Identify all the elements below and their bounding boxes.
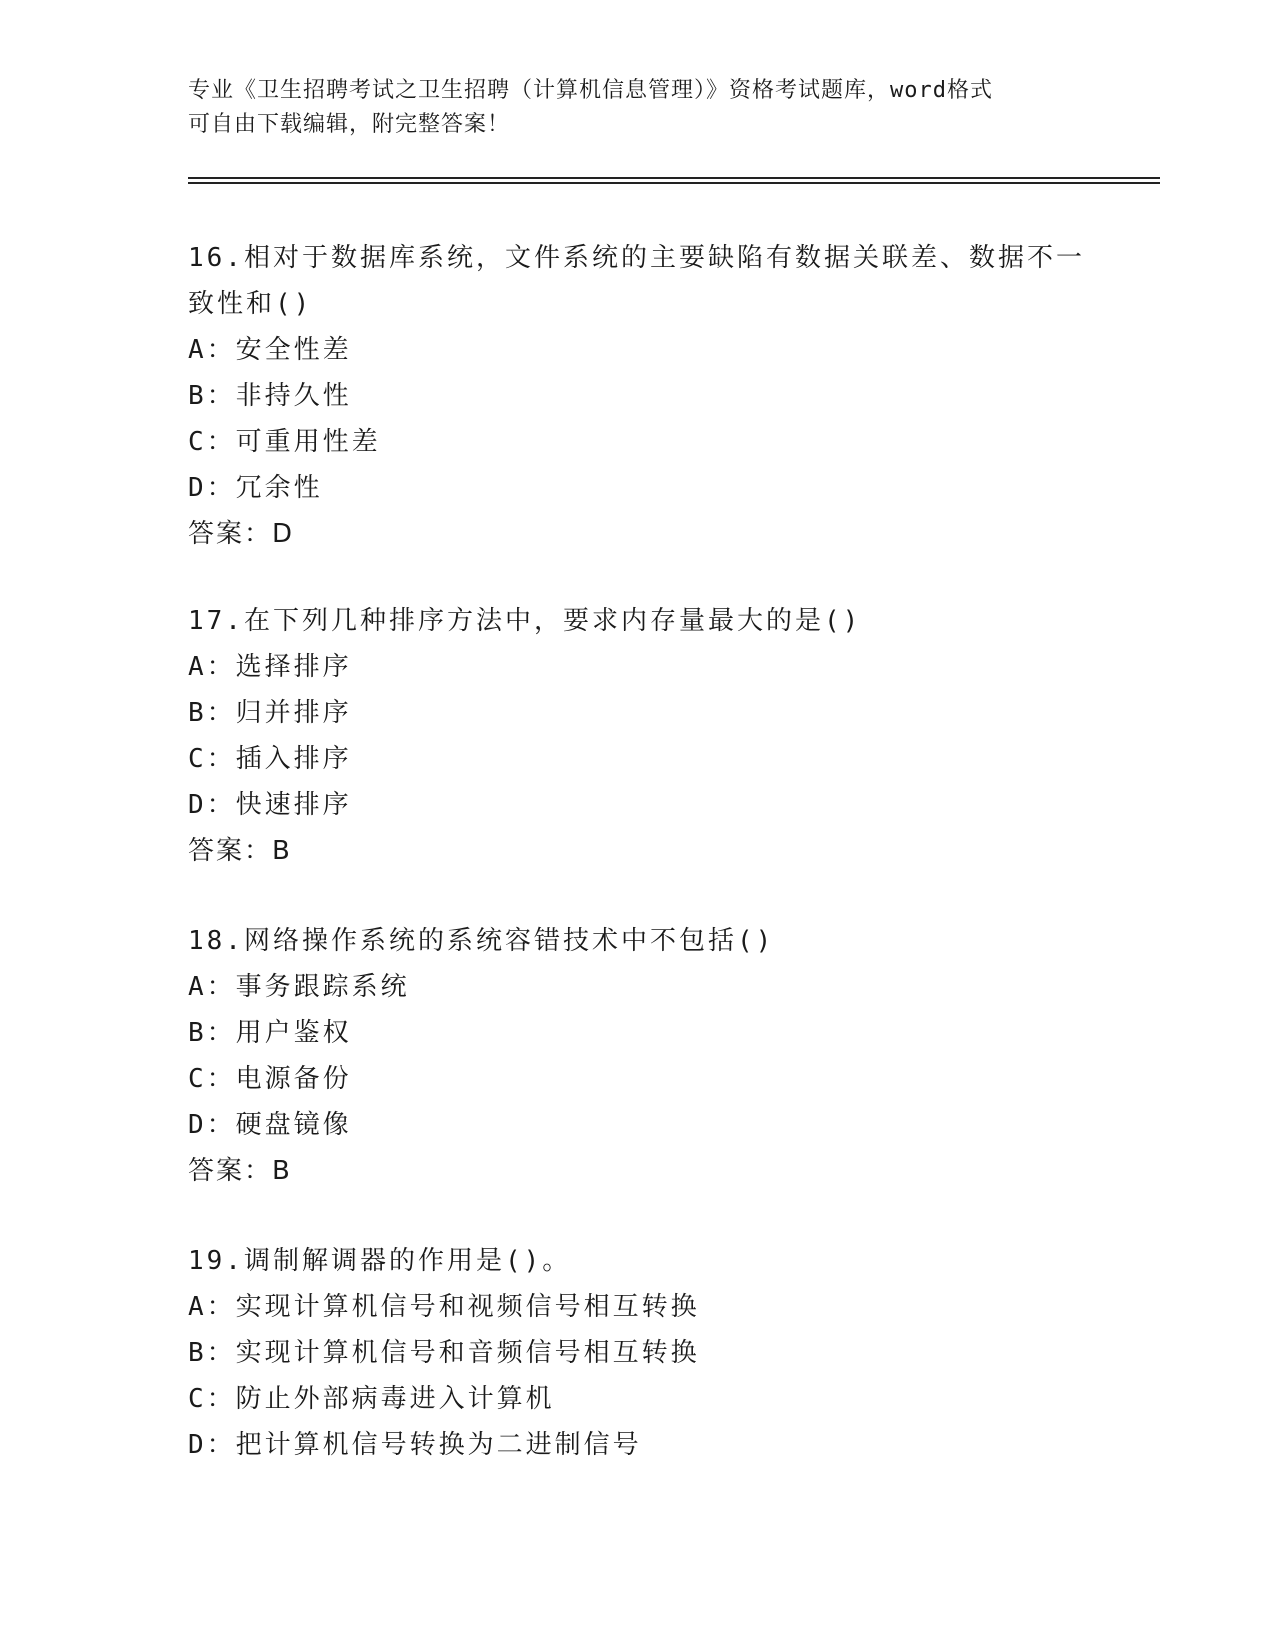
question-stem: 19.调制解调器的作用是()。 — [188, 1246, 572, 1276]
question-stem: 17.在下列几种排序方法中，要求内存量最大的是() — [188, 606, 862, 636]
option-b: B：归并排序 — [188, 698, 352, 728]
header-divider-top — [188, 177, 1160, 179]
option-b: B：实现计算机信号和音频信号相互转换 — [188, 1338, 700, 1368]
option-d: D：硬盘镜像 — [188, 1110, 352, 1140]
document-header — [188, 74, 1088, 142]
question-18 — [188, 918, 1088, 1194]
answer-line: 答案：D — [188, 519, 295, 549]
question-17 — [188, 598, 1088, 874]
option-d: D：快速排序 — [188, 790, 352, 820]
option-a: A：选择排序 — [188, 652, 352, 682]
option-a: A：实现计算机信号和视频信号相互转换 — [188, 1292, 700, 1322]
option-c: C：电源备份 — [188, 1064, 352, 1094]
header-divider-bottom — [188, 182, 1160, 184]
option-d: D：冗余性 — [188, 473, 323, 503]
header-line-2: 可自由下载编辑，附完整答案！ — [188, 112, 511, 137]
question-stem: 16.相对于数据库系统，文件系统的主要缺陷有数据关联差、数据不一致性和() — [188, 243, 1085, 319]
option-b: B：非持久性 — [188, 381, 352, 411]
header-line-1: 专业《卫生招聘考试之卫生招聘（计算机信息管理）》资格考试题库，word格式 — [188, 78, 993, 103]
option-c: C：防止外部病毒进入计算机 — [188, 1384, 555, 1414]
option-c: C：可重用性差 — [188, 427, 381, 457]
answer-line: 答案：B — [188, 1156, 292, 1186]
option-a: A：安全性差 — [188, 335, 352, 365]
answer-line: 答案：B — [188, 836, 292, 866]
option-b: B：用户鉴权 — [188, 1018, 352, 1048]
question-16 — [188, 235, 1088, 557]
option-d: D：把计算机信号转换为二进制信号 — [188, 1430, 642, 1460]
question-stem: 18.网络操作系统的系统容错技术中不包括() — [188, 926, 775, 956]
option-c: C：插入排序 — [188, 744, 352, 774]
question-19 — [188, 1238, 1088, 1468]
option-a: A：事务跟踪系统 — [188, 972, 410, 1002]
